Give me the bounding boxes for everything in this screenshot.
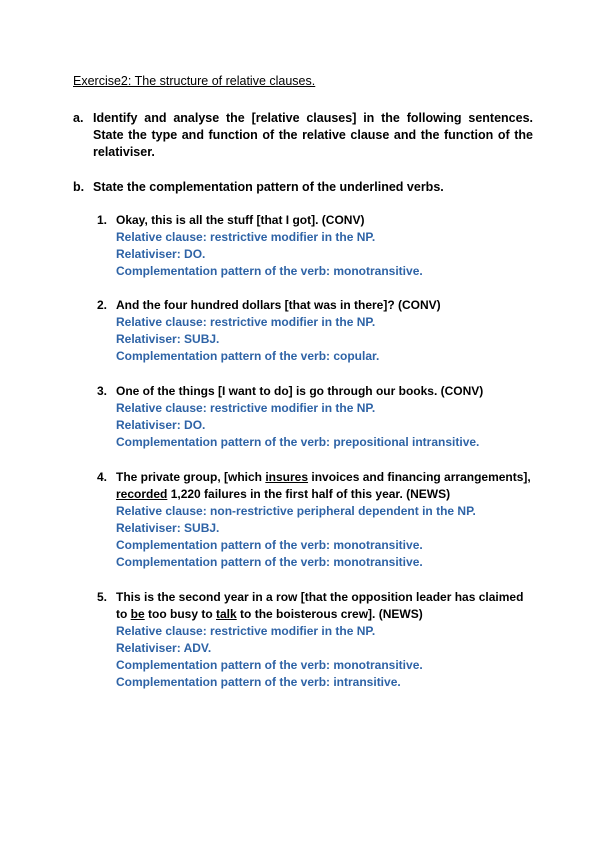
example-sentence: One of the things [I want to do] is go through our books. (CONV) bbox=[116, 384, 484, 398]
answer-relative-clause: Relative clause: non-restrictive peripheral dependent in the NP. bbox=[116, 504, 476, 518]
underlined-verb: recorded bbox=[116, 487, 168, 501]
instruction-label: b. bbox=[73, 180, 85, 194]
exercise-item-5 bbox=[97, 589, 537, 691]
instruction-b bbox=[73, 179, 533, 196]
sentence-text: The private group, [which bbox=[116, 470, 266, 484]
answer-relative-clause: Relative clause: restrictive modifier in the NP. bbox=[116, 315, 376, 329]
sentence-text: to bbox=[116, 607, 131, 621]
answer-complementation: Complementation pattern of the verb: monotransitive. bbox=[116, 658, 423, 672]
answer-complementation: Complementation pattern of the verb: copular. bbox=[116, 349, 380, 363]
sentence-text: This is the second year in a row [that the opposition leader has claimed bbox=[116, 590, 524, 604]
instruction-label: a. bbox=[73, 111, 84, 125]
sentence-text: too busy to bbox=[144, 607, 217, 621]
exercise-item-2 bbox=[97, 297, 537, 365]
answer-relative-clause: Relative clause: restrictive modifier in the NP. bbox=[116, 624, 376, 638]
sentence-text: to the boisterous crew]. (NEWS) bbox=[236, 607, 423, 621]
answer-relative-clause: Relative clause: restrictive modifier in the NP. bbox=[116, 230, 376, 244]
answer-complementation: Complementation pattern of the verb: intransitive. bbox=[116, 675, 401, 689]
example-sentence: And the four hundred dollars [that was in there]? (CONV) bbox=[116, 298, 441, 312]
item-number: 1. bbox=[97, 213, 108, 227]
item-number: 3. bbox=[97, 384, 108, 398]
example-sentence: Okay, this is all the stuff [that I got]. (CONV) bbox=[116, 213, 365, 227]
answer-complementation: Complementation pattern of the verb: monotransitive. bbox=[116, 555, 423, 569]
instruction-text: State the complementation pattern of the underlined verbs. bbox=[93, 180, 444, 194]
item-number: 4. bbox=[97, 470, 108, 484]
sentence-text: 1,220 failures in the first half of this year. (NEWS) bbox=[167, 487, 451, 501]
exercise-item-3 bbox=[97, 383, 537, 451]
instruction-a bbox=[73, 110, 533, 161]
instruction-text: Identify and analyse the [relative clauses] in the following sentences. State the type and function of the relative clause and the function of the relativiser. bbox=[93, 111, 533, 159]
sentence-text: invoices and financing arrangements], bbox=[308, 470, 531, 484]
answer-relative-clause: Relative clause: restrictive modifier in the NP. bbox=[116, 401, 376, 415]
answer-complementation: Complementation pattern of the verb: prepositional intransitive. bbox=[116, 435, 480, 449]
exercise-title: Exercise2: The structure of relative clauses. bbox=[73, 74, 316, 88]
answer-complementation: Complementation pattern of the verb: monotransitive. bbox=[116, 264, 423, 278]
example-sentence bbox=[116, 469, 537, 503]
example-sentence bbox=[116, 589, 537, 623]
item-number: 5. bbox=[97, 590, 108, 604]
answer-relativiser: Relativiser: SUBJ. bbox=[116, 332, 220, 346]
answer-complementation: Complementation pattern of the verb: monotransitive. bbox=[116, 538, 423, 552]
underlined-verb: be bbox=[130, 607, 145, 621]
item-number: 2. bbox=[97, 298, 108, 312]
answer-relativiser: Relativiser: DO. bbox=[116, 247, 206, 261]
answer-relativiser: Relativiser: ADV. bbox=[116, 641, 212, 655]
exercise-item-4 bbox=[97, 469, 537, 571]
underlined-verb: insures bbox=[265, 470, 309, 484]
underlined-verb: talk bbox=[216, 607, 237, 621]
exercise-item-1 bbox=[97, 212, 537, 280]
answer-relativiser: Relativiser: DO. bbox=[116, 418, 206, 432]
answer-relativiser: Relativiser: SUBJ. bbox=[116, 521, 220, 535]
